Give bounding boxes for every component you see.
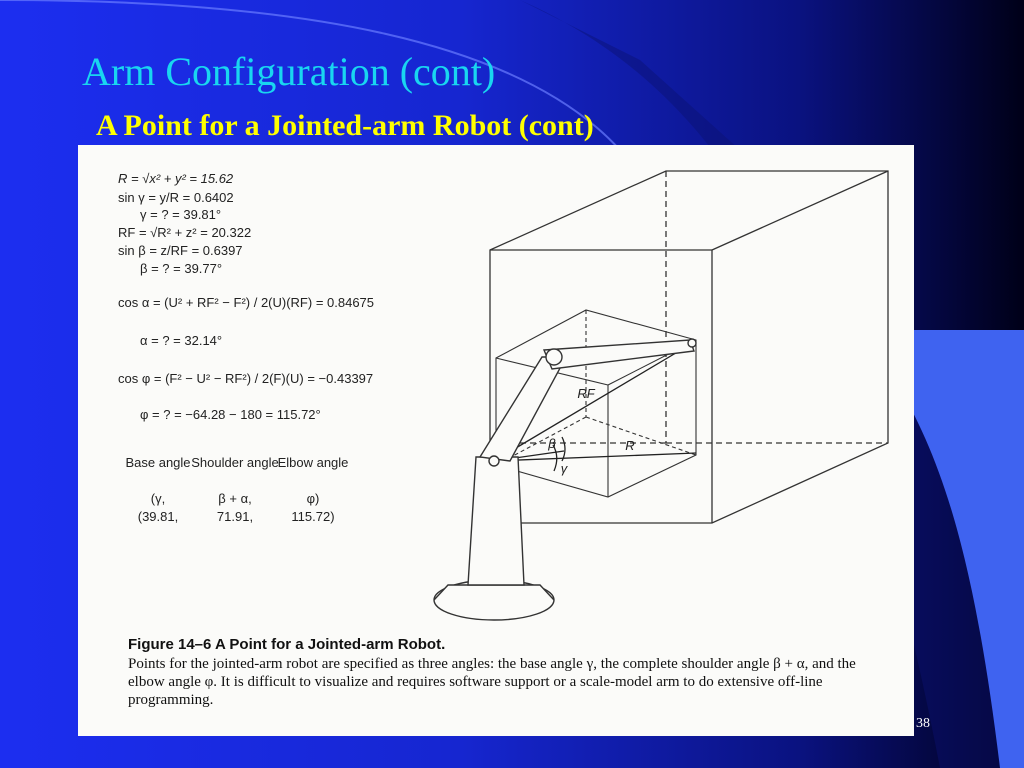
equation-1: R = √x² + y² = 15.62 [118, 171, 234, 186]
figure-caption [128, 636, 908, 709]
elbow-angle-value: 115.72) [291, 509, 335, 524]
elbow-angle-expr: φ) [306, 491, 320, 506]
caption-title: Figure 14–6 A Point for a Jointed-arm Robot. [128, 636, 446, 653]
elbow-angle-header: Elbow angle [277, 455, 349, 470]
page-number: 38 [916, 716, 930, 731]
base-angle-expr: (γ, [150, 491, 166, 506]
label-beta: β [548, 436, 556, 451]
label-gamma: γ [560, 461, 568, 476]
slide-title: Arm Configuration (cont) [82, 49, 496, 94]
base-angle-value: (39.81, [137, 509, 179, 524]
equation-5: sin β = z/RF = 0.6397 [118, 243, 243, 258]
shoulder-angle-header: Shoulder angle [191, 455, 279, 470]
label-r: R [625, 438, 635, 453]
equation-6: β = ? = 39.77° [140, 261, 223, 276]
base-angle-header: Base angle [125, 455, 191, 470]
shoulder-angle-value: 71.91, [216, 509, 254, 524]
equation-list [118, 171, 374, 422]
label-rf: RF [577, 386, 595, 401]
figure-image [78, 145, 914, 736]
equation-2: sin γ = y/R = 0.6402 [118, 190, 234, 205]
equation-9: cos φ = (F² − U² − RF²) / 2(F)(U) = −0.43397 [118, 371, 374, 386]
equation-8: α = ? = 32.14° [140, 333, 223, 348]
equation-4: RF = √R² + z² = 20.322 [118, 225, 252, 240]
equation-3: γ = ? = 39.81° [140, 207, 222, 222]
equation-7: cos α = (U² + RF² − F²) / 2(U)(RF) = 0.84675 [118, 295, 375, 310]
shoulder-angle-expr: β + α, [218, 491, 252, 506]
robot-arm [434, 339, 696, 620]
angle-table [125, 455, 348, 524]
caption-body: Points for the jointed-arm robot are specified as three angles: the base angle γ, the complete shoulder angle β + α, and the elbow angle φ. It is difficult to visualize and requires software support or a scale-model arm to do extensive off-line programming. [128, 656, 856, 708]
slide-subtitle: A Point for a Jointed-arm Robot (cont) [96, 109, 594, 142]
equation-10: φ = ? = −64.28 − 180 = 115.72° [140, 407, 321, 422]
